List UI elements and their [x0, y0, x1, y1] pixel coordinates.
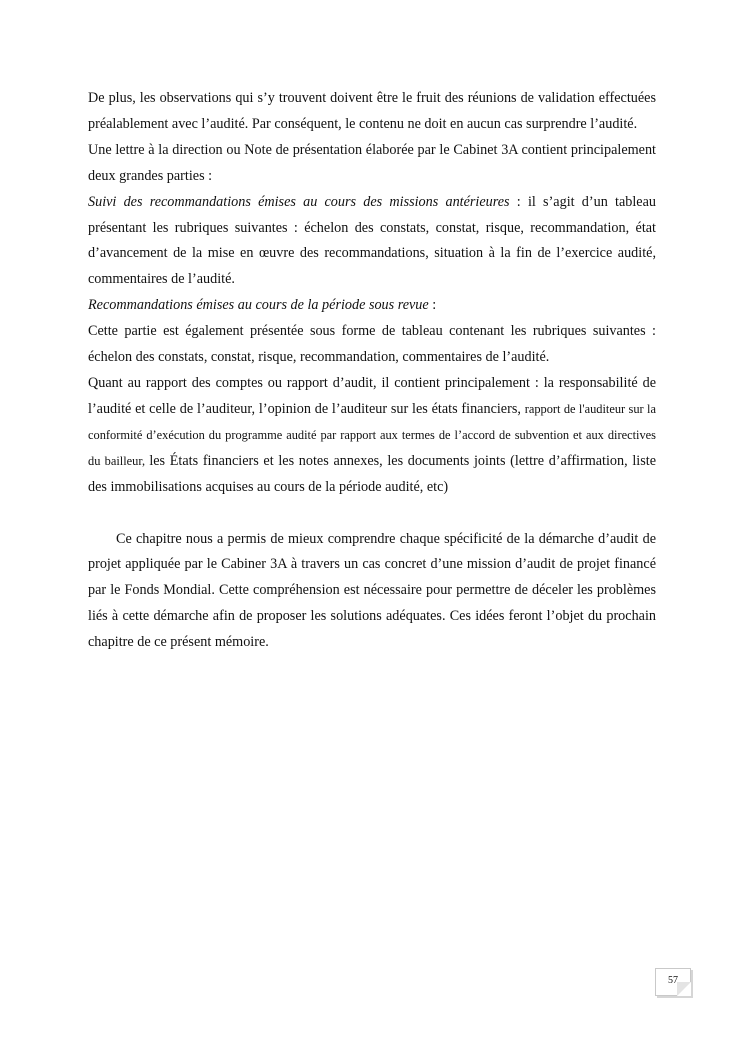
period-heading: Recommandations émises au cours de la période sous revue: [88, 297, 429, 314]
paragraph-management-letter: Une lettre à la direction ou Note de présentation élaborée par le Cabinet 3A contient principalement deux grandes parties :: [88, 141, 656, 184]
audit-report-part-b: les États financiers et les notes annexes, les documents joints (lettre d’affirmation, liste des immobilisations acquises au cours de la période audité, etc): [88, 452, 656, 495]
audit-report-part-a: Quant au rapport des comptes ou rapport d’audit, il contient principalement : la responsabilité de l’audité et celle de l’auditeur, l’opinion de l’auditeur sur les états financiers,: [88, 374, 656, 417]
paragraph-follow-up-recommendations: [88, 190, 656, 294]
period-colon: :: [428, 297, 437, 314]
page-number: [655, 968, 691, 996]
paragraph-period-recommendations: [88, 293, 656, 319]
paragraph-observations: De plus, les observations qui s’y trouvent doivent être le fruit des réunions de validation effectuées préalablement avec l’audité. Par conséquent, le contenu ne doit en aucun cas surprendre l’audité.: [88, 90, 656, 132]
paragraph-table-description: Cette partie est également présentée sous forme de tableau contenant les rubriques suivantes : échelon des constats, constat, risque, recommandation, commentaires de l’audité.: [88, 323, 656, 366]
body-text: [88, 86, 656, 656]
page-number-text: 57: [668, 975, 678, 986]
follow-up-heading: Suivi des recommandations émises au cours des missions antérieures: [88, 193, 510, 210]
paragraph-gap: [88, 501, 656, 527]
page-corner-fold: [677, 982, 691, 996]
paragraph-chapter-conclusion: Ce chapitre nous a permis de mieux comprendre chaque spécificité de la démarche d’audit de projet appliquée par le Cabiner 3A à travers un cas concret d’une mission d’audit de projet financé par le Fonds Mondial. Cette compréhension est nécessaire pour permettre de déceler les problèmes liés à cette démarche afin de proposer les solutions adéquates. Ces idées feront l’objet du prochain chapitre de ce présent mémoire.: [88, 530, 656, 651]
paragraph-audit-report: [88, 371, 656, 501]
follow-up-description: : il s’agit d’un tableau présentant les rubriques suivantes : échelon des constats, constat, risque, recommandation, état d’avancement de la mise en œuvre des recommandations, situation à la fin de l’exercice audité, commentaires de l’audité.: [88, 193, 656, 288]
audit-report-compliance: rapport de l'auditeur sur la conformité d’exécution du programme audité par rapport aux termes de l’accord de subvention et aux directives du bailleur,: [88, 401, 656, 468]
